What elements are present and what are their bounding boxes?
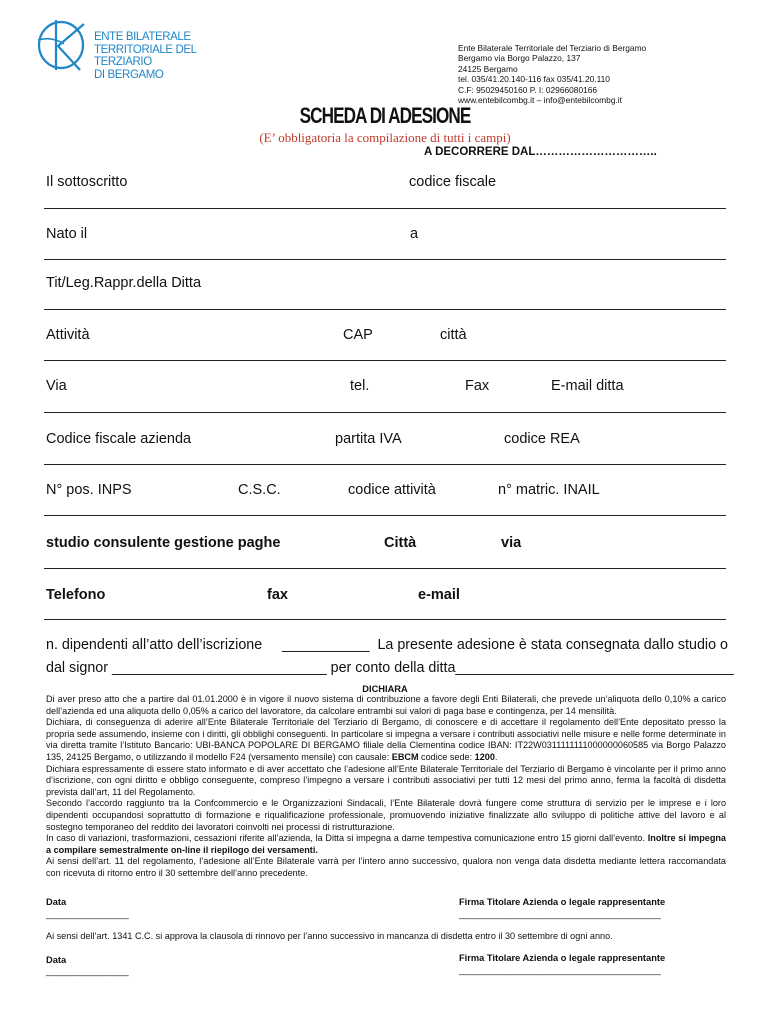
- cf-azienda-label: Codice fiscale azienda: [46, 431, 192, 447]
- firma2-field[interactable]: _______________________________________: [459, 965, 661, 975]
- causale-ebcm: EBCM: [391, 751, 419, 762]
- csc-label: C.S.C.: [238, 482, 281, 498]
- dichiara-paragraph-adesione: [46, 717, 726, 763]
- riepilogo-text: Inoltre si impegna a compilare semestralmente on-line il riepilogo dei versamenti.: [46, 833, 726, 855]
- codice-sede-value: 1200: [474, 751, 495, 762]
- address-line: C.F: 95029450160 P. I: 02966080166: [458, 84, 598, 95]
- sottoscritto-label: Il sottoscritto: [46, 174, 128, 190]
- firma-label: Firma Titolare Azienda o legale rappresentante: [459, 897, 666, 907]
- variazioni-text: In caso di variazioni, trasformazioni, cessazioni riferite all’azienda, la Ditta si impegna a darne tempestiva comunicazione entro 15 giorni dall’evento.: [46, 833, 648, 844]
- logo-text: ENTE BILATERALE TERRITORIALE DEL TERZIARIO DI BERGAMO: [94, 31, 197, 81]
- adesione-text: Dichiara, di conseguenza di aderire all’Ente Bilaterale Territoriale del Terziario di Bergamo, di conoscere e di accettare il regolamento dell’Ente depositato presso la propria sede assumendo, insieme con i diritti, gli obblighi conseguenti. In particolare si impegna a versare i contributi associativi nelle misure e nelle forme determinate in via diretta tramite l’Istituto Bancario: UBI-BANCA POPOLARE DI BERGAMO filiale della Clementina codice IBAN: IT22W0311111111000000060585 via Borgo Palazzo 135, 24125 Bergamo, o utilizzando il modello F24 (versamento mensile) con causale:: [46, 717, 726, 762]
- matric-inail-label: n° matric. INAIL: [498, 482, 600, 498]
- entity-address: [458, 43, 646, 105]
- dichiara-paragraph-variazioni: [46, 833, 726, 856]
- attivita-label: Attività: [46, 327, 90, 343]
- dichiara-paragraph-accordo: Secondo l’accordo raggiunto tra la Confcommercio e le Organizzazioni Sindacali, l’Ente Bilaterale dovrà fungere come struttura di servizio per le imprese e i loro dipendenti occupandosi soprattutto di formazione e riqualificazione professionale, promuovendo iniziative finalizzate allo sviluppo di politiche attive del lavoro e al sostegno temporaneo del reddito dei lavoratori coinvolti nei processi di ristrutturazione.: [46, 798, 726, 832]
- fax-studio-label: fax: [267, 587, 288, 603]
- telefono-label: Telefono: [46, 587, 106, 603]
- address-line: www.entebilcombg.it – info@entebilcombg.it: [458, 95, 622, 106]
- sottoscritto-field-line[interactable]: [44, 208, 726, 209]
- dichiara-paragraph-vincolo: Dichiara espressamente di essere stato informato e di aver accettato che l’adesione all’Ente Bilaterale Territoriale del Terziario di Bergamo è vincolante per il primo anno d’iscrizione, con ogni diritto e obbligo conseguente, compreso l’impegno a versare i contributi associativi per tutti 12 mesi del primo anno, ferma la facoltà di disdetta prevista dall’art, 11 del Regolamento.: [46, 763, 726, 797]
- firma2-label: Firma Titolare Azienda o legale rappresentante: [459, 953, 666, 963]
- decorrere-field[interactable]: A DECORRERE DAL…………………………..: [424, 146, 657, 158]
- citta-studio-label: Città: [384, 535, 417, 551]
- ebt-logo-mark: [34, 18, 96, 74]
- titolare-label: Tit/Leg.Rappr.della Ditta: [46, 275, 202, 291]
- partita-iva-label: partita IVA: [335, 431, 402, 447]
- pos-inps-label: N° pos. INPS: [46, 482, 132, 498]
- via-field-line[interactable]: [44, 412, 726, 413]
- address-line: Ente Bilaterale Territoriale del Terziario di Bergamo: [458, 43, 647, 53]
- nato-il-label: Nato il: [46, 226, 88, 242]
- address-line: Bergamo via Borgo Palazzo, 137: [458, 53, 581, 64]
- dichiara-paragraph-aliquota: Di aver preso atto che a partire dal 01.01.2000 è in vigore il nuovo sistema di contribuzione a favore degli Enti Bilaterali, che prevede un’aliquota dello 0,10% a carico dell’azienda ed una aliquota dello 0,05% a carico del lavoratore, da calcolare entrambi sui valori di paga base e contingenza, per 14 mensilità.: [46, 694, 726, 716]
- dipendenti-line[interactable]: n. dipendenti all’atto dell’iscrizione ___________ La presente adesione è stata consegnata dallo studio o: [46, 637, 728, 653]
- data2-field[interactable]: ________________: [46, 966, 129, 976]
- ebt-logo: [34, 18, 254, 81]
- fax-label: Fax: [465, 378, 490, 394]
- codice-fiscale-label: codice fiscale: [409, 174, 497, 190]
- titolare-field-line[interactable]: [44, 309, 726, 310]
- codice-sede-text: codice sede:: [418, 751, 475, 762]
- via-label: Via: [46, 378, 67, 394]
- studio-consulente-label: studio consulente gestione paghe: [46, 535, 281, 551]
- data-label: Data: [46, 897, 67, 907]
- address-line: tel. 035/41.20.140-116 fax 035/41.20.110: [458, 74, 610, 85]
- codice-attivita-label: codice attività: [348, 482, 436, 498]
- attivita-field-line[interactable]: [44, 360, 726, 361]
- cf-azienda-field-line[interactable]: [44, 464, 726, 465]
- luogo-nascita-label: a: [410, 226, 419, 242]
- citta-label: città: [440, 327, 467, 343]
- data2-label: Data: [46, 955, 67, 965]
- cap-label: CAP: [343, 327, 373, 343]
- form-subtitle: (E’ obbligatoria la compilazione di tutti i campi): [259, 130, 511, 145]
- tel-label: tel.: [350, 378, 370, 394]
- firma-field[interactable]: _______________________________________: [459, 909, 661, 919]
- codice-rea-label: codice REA: [504, 431, 580, 447]
- dichiara-paragraph-disdetta: Ai sensi dell’art. 11 del regolamento, l’adesione all’Ente Bilaterale varrà per l’intero anno successivo, qualora non venga data disdetta mediante lettera raccomandata con ricevuta di ritorno entro il 30 settembre dell’anno precedente.: [46, 856, 726, 878]
- signor-line[interactable]: dal signor ___________________________ per conto della ditta___________________________________: [46, 660, 734, 676]
- studio-field-line[interactable]: [44, 568, 726, 569]
- email-studio-label: e-mail: [418, 587, 460, 603]
- dichiara-heading: DICHIARA: [362, 684, 408, 694]
- clausola-text: Ai sensi dell’art. 1341 C.C. si approva la clausola di rinnovo per l’anno successivo in mancanza di disdetta entro il 30 settembre di ogni anno.: [46, 931, 613, 941]
- telefono-field-line[interactable]: [44, 619, 726, 620]
- nascita-field-line[interactable]: [44, 259, 726, 260]
- email-ditta-label: E-mail ditta: [551, 378, 624, 394]
- dichiara-text: [46, 694, 726, 880]
- form-title: SCHEDA DI ADESIONE: [299, 103, 471, 128]
- via-studio-label: via: [501, 535, 522, 551]
- address-line: 24125 Bergamo: [458, 63, 518, 74]
- inps-field-line[interactable]: [44, 515, 726, 516]
- data-field[interactable]: ________________: [46, 909, 129, 919]
- adesione-end: .: [494, 751, 498, 762]
